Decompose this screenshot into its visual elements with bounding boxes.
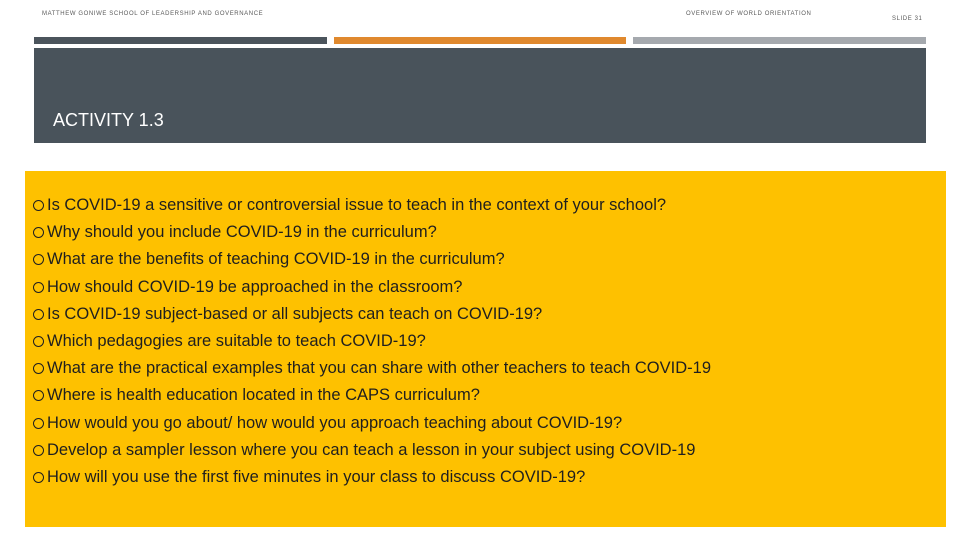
accent-bar-middle	[334, 37, 626, 44]
bullet-text: Is COVID-19 subject-based or all subjects can teach on COVID-19?	[47, 304, 543, 323]
bullet-text: Develop a sampler lesson where you can teach a lesson in your subject using COVID-19	[47, 440, 696, 459]
hollow-circle-icon	[33, 390, 44, 401]
bullet-text: What are the practical examples that you can share with other teachers to teach COVID-19	[47, 359, 711, 378]
bullet-item	[33, 301, 938, 328]
bullet-item	[33, 328, 938, 355]
bullet-item	[33, 274, 938, 301]
bullet-text: Which pedagogies are suitable to teach COVID-19?	[47, 331, 426, 350]
bullet-item	[33, 246, 938, 273]
bullet-text: Why should you include COVID-19 in the curriculum?	[47, 223, 437, 242]
content-box	[25, 171, 946, 527]
hollow-circle-icon	[33, 200, 44, 211]
bullet-item	[33, 219, 938, 246]
title-band	[34, 48, 926, 143]
header-section-name: OVERVIEW OF WORLD ORIENTATION	[686, 11, 812, 17]
bullet-item	[33, 464, 938, 491]
bullet-text: How will you use the first five minutes in your class to discuss COVID-19?	[47, 467, 586, 486]
hollow-circle-icon	[33, 472, 44, 483]
slide-number: SLIDE 31	[892, 16, 923, 22]
bullet-text: Is COVID-19 a sensitive or controversial issue to teach in the context of your school?	[47, 196, 667, 214]
bullet-text: What are the benefits of teaching COVID-19 in the curriculum?	[47, 250, 505, 269]
bullet-text: How would you go about/ how would you approach teaching about COVID-19?	[47, 413, 623, 432]
accent-bar-right	[633, 37, 926, 44]
hollow-circle-icon	[33, 227, 44, 238]
hollow-circle-icon	[33, 309, 44, 320]
header-school-name: MATTHEW GONIWE SCHOOL OF LEADERSHIP AND GOVERNANCE	[42, 11, 264, 17]
bullet-item	[33, 192, 938, 219]
bullet-text: How should COVID-19 be approached in the classroom?	[47, 277, 463, 296]
accent-bar-left	[34, 37, 327, 44]
hollow-circle-icon	[33, 282, 44, 293]
hollow-circle-icon	[33, 254, 44, 265]
bullet-list	[33, 192, 938, 491]
bullet-item	[33, 437, 938, 464]
bullet-text: Where is health education located in the CAPS curriculum?	[47, 386, 480, 405]
hollow-circle-icon	[33, 418, 44, 429]
slide-title: ACTIVITY 1.3	[53, 110, 164, 130]
hollow-circle-icon	[33, 363, 44, 374]
hollow-circle-icon	[33, 445, 44, 456]
bullet-item	[33, 382, 938, 409]
bullet-item	[33, 355, 938, 382]
hollow-circle-icon	[33, 336, 44, 347]
bullet-item	[33, 410, 938, 437]
